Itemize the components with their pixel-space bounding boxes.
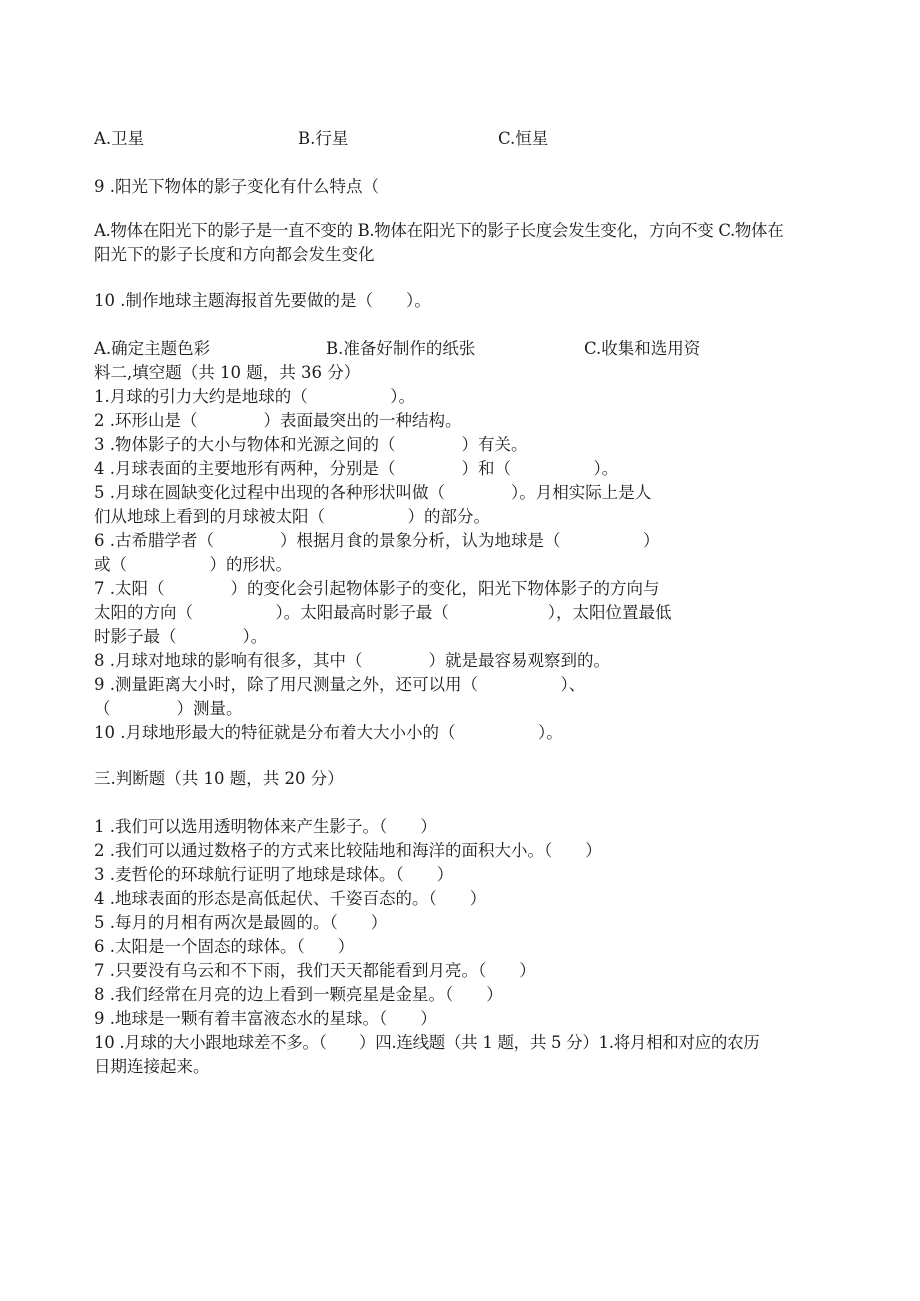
q9-stem: 9 .阳光下物体的影子变化有什么特点（ bbox=[94, 177, 379, 196]
fill-question-3: 3 .物体影子的大小与物体和光源之间的（ ）有关。 bbox=[94, 435, 528, 454]
judge-question-5: 5 .每月的月相有两次是最圆的。（ ） bbox=[94, 913, 388, 932]
judge-question-3: 3 .麦哲伦的环球航行证明了地球是球体。（ ） bbox=[94, 865, 454, 884]
judge-question-6: 6 .太阳是一个固态的球体。（ ） bbox=[94, 937, 355, 956]
section-2-title: 料二,填空题（共 10 题，共 36 分） bbox=[94, 363, 361, 382]
fill-question-4: 4 .月球表面的主要地形有两种，分别是（ ）和（ ）。 bbox=[94, 459, 619, 478]
fill-question-7-line1: 7 .太阳（ ）的变化会引起物体影子的变化，阳光下物体影子的方向与 bbox=[94, 579, 660, 598]
match-question-1-continuation: 日期连接起来。 bbox=[94, 1057, 210, 1076]
fill-question-8: 8 .月球对地球的影响有很多，其中（ ）就是最容易观察到的。 bbox=[94, 651, 610, 670]
fill-question-1: 1.月球的引力大约是地球的（ ）。 bbox=[94, 387, 415, 406]
section-3-title: 三.判断题（共 10 题，共 20 分） bbox=[94, 769, 344, 788]
judge-question-10: 10 .月球的大小跟地球差不多。（ ）四.连线题（共 1 题，共 5 分）1.将月相和对应的农历 bbox=[94, 1033, 760, 1052]
fill-question-6-line2: 或（ ）的形状。 bbox=[94, 555, 292, 574]
fill-question-7-line2: 太阳的方向（ ）。太阳最高时影子最（ ），太阳位置最低 bbox=[94, 603, 672, 622]
judge-question-9: 9 .地球是一颗有着丰富液态水的星球。（ ） bbox=[94, 1009, 437, 1028]
fill-question-5-line1: 5 .月球在圆缺变化过程中出现的各种形状叫做（ ）。月相实际上是人 bbox=[94, 483, 652, 502]
fill-question-6-line1: 6 .古希腊学者（ ）根据月食的景象分析，认为地球是（ ） bbox=[94, 531, 660, 550]
fill-question-5-line2: 们从地球上看到的月球被太阳（ ）的部分。 bbox=[94, 507, 490, 526]
fill-question-10: 10 .月球地形最大的特征就是分布着大大小小的（ ）。 bbox=[94, 723, 563, 742]
q8-option-b: B.行星 bbox=[298, 129, 349, 148]
q10-option-b: B.准备好制作的纸张 bbox=[326, 339, 476, 358]
q10-option-a: A.确定主题色彩 bbox=[94, 339, 211, 358]
judge-question-2: 2 .我们可以通过数格子的方式来比较陆地和海洋的面积大小。（ ） bbox=[94, 841, 602, 860]
q10-option-c: C.收集和选用资 bbox=[584, 339, 701, 358]
fill-question-9-line2: （ ）测量。 bbox=[94, 699, 243, 718]
q10-stem: 10 .制作地球主题海报首先要做的是（ ）。 bbox=[94, 291, 431, 310]
q8-option-a: A.卫星 bbox=[94, 129, 145, 148]
fill-question-9-line1: 9 .测量距离大小时，除了用尺测量之外，还可以用（ ）、 bbox=[94, 675, 586, 694]
fill-question-2: 2 .环形山是（ ）表面最突出的一种结构。 bbox=[94, 411, 462, 430]
judge-question-4: 4 .地球表面的形态是高低起伏、千姿百态的。（ ） bbox=[94, 889, 487, 908]
fill-question-7-line3: 时影子最（ ）。 bbox=[94, 627, 268, 646]
judge-question-1: 1 .我们可以选用透明物体来产生影子。（ ） bbox=[94, 817, 437, 836]
q9-options-line2: 阳光下的影子长度和方向都会发生变化 bbox=[94, 245, 375, 264]
q8-option-c: C.恒星 bbox=[498, 129, 549, 148]
judge-question-8: 8 .我们经常在月亮的边上看到一颗亮星是金星。（ ） bbox=[94, 985, 503, 1004]
judge-question-7: 7 .只要没有乌云和不下雨，我们天天都能看到月亮。（ ） bbox=[94, 961, 536, 980]
q9-options-line1: A.物体在阳光下的影子是一直不变的 B.物体在阳光下的影子长度会发生变化，方向不变 C.物体在 bbox=[94, 221, 784, 240]
